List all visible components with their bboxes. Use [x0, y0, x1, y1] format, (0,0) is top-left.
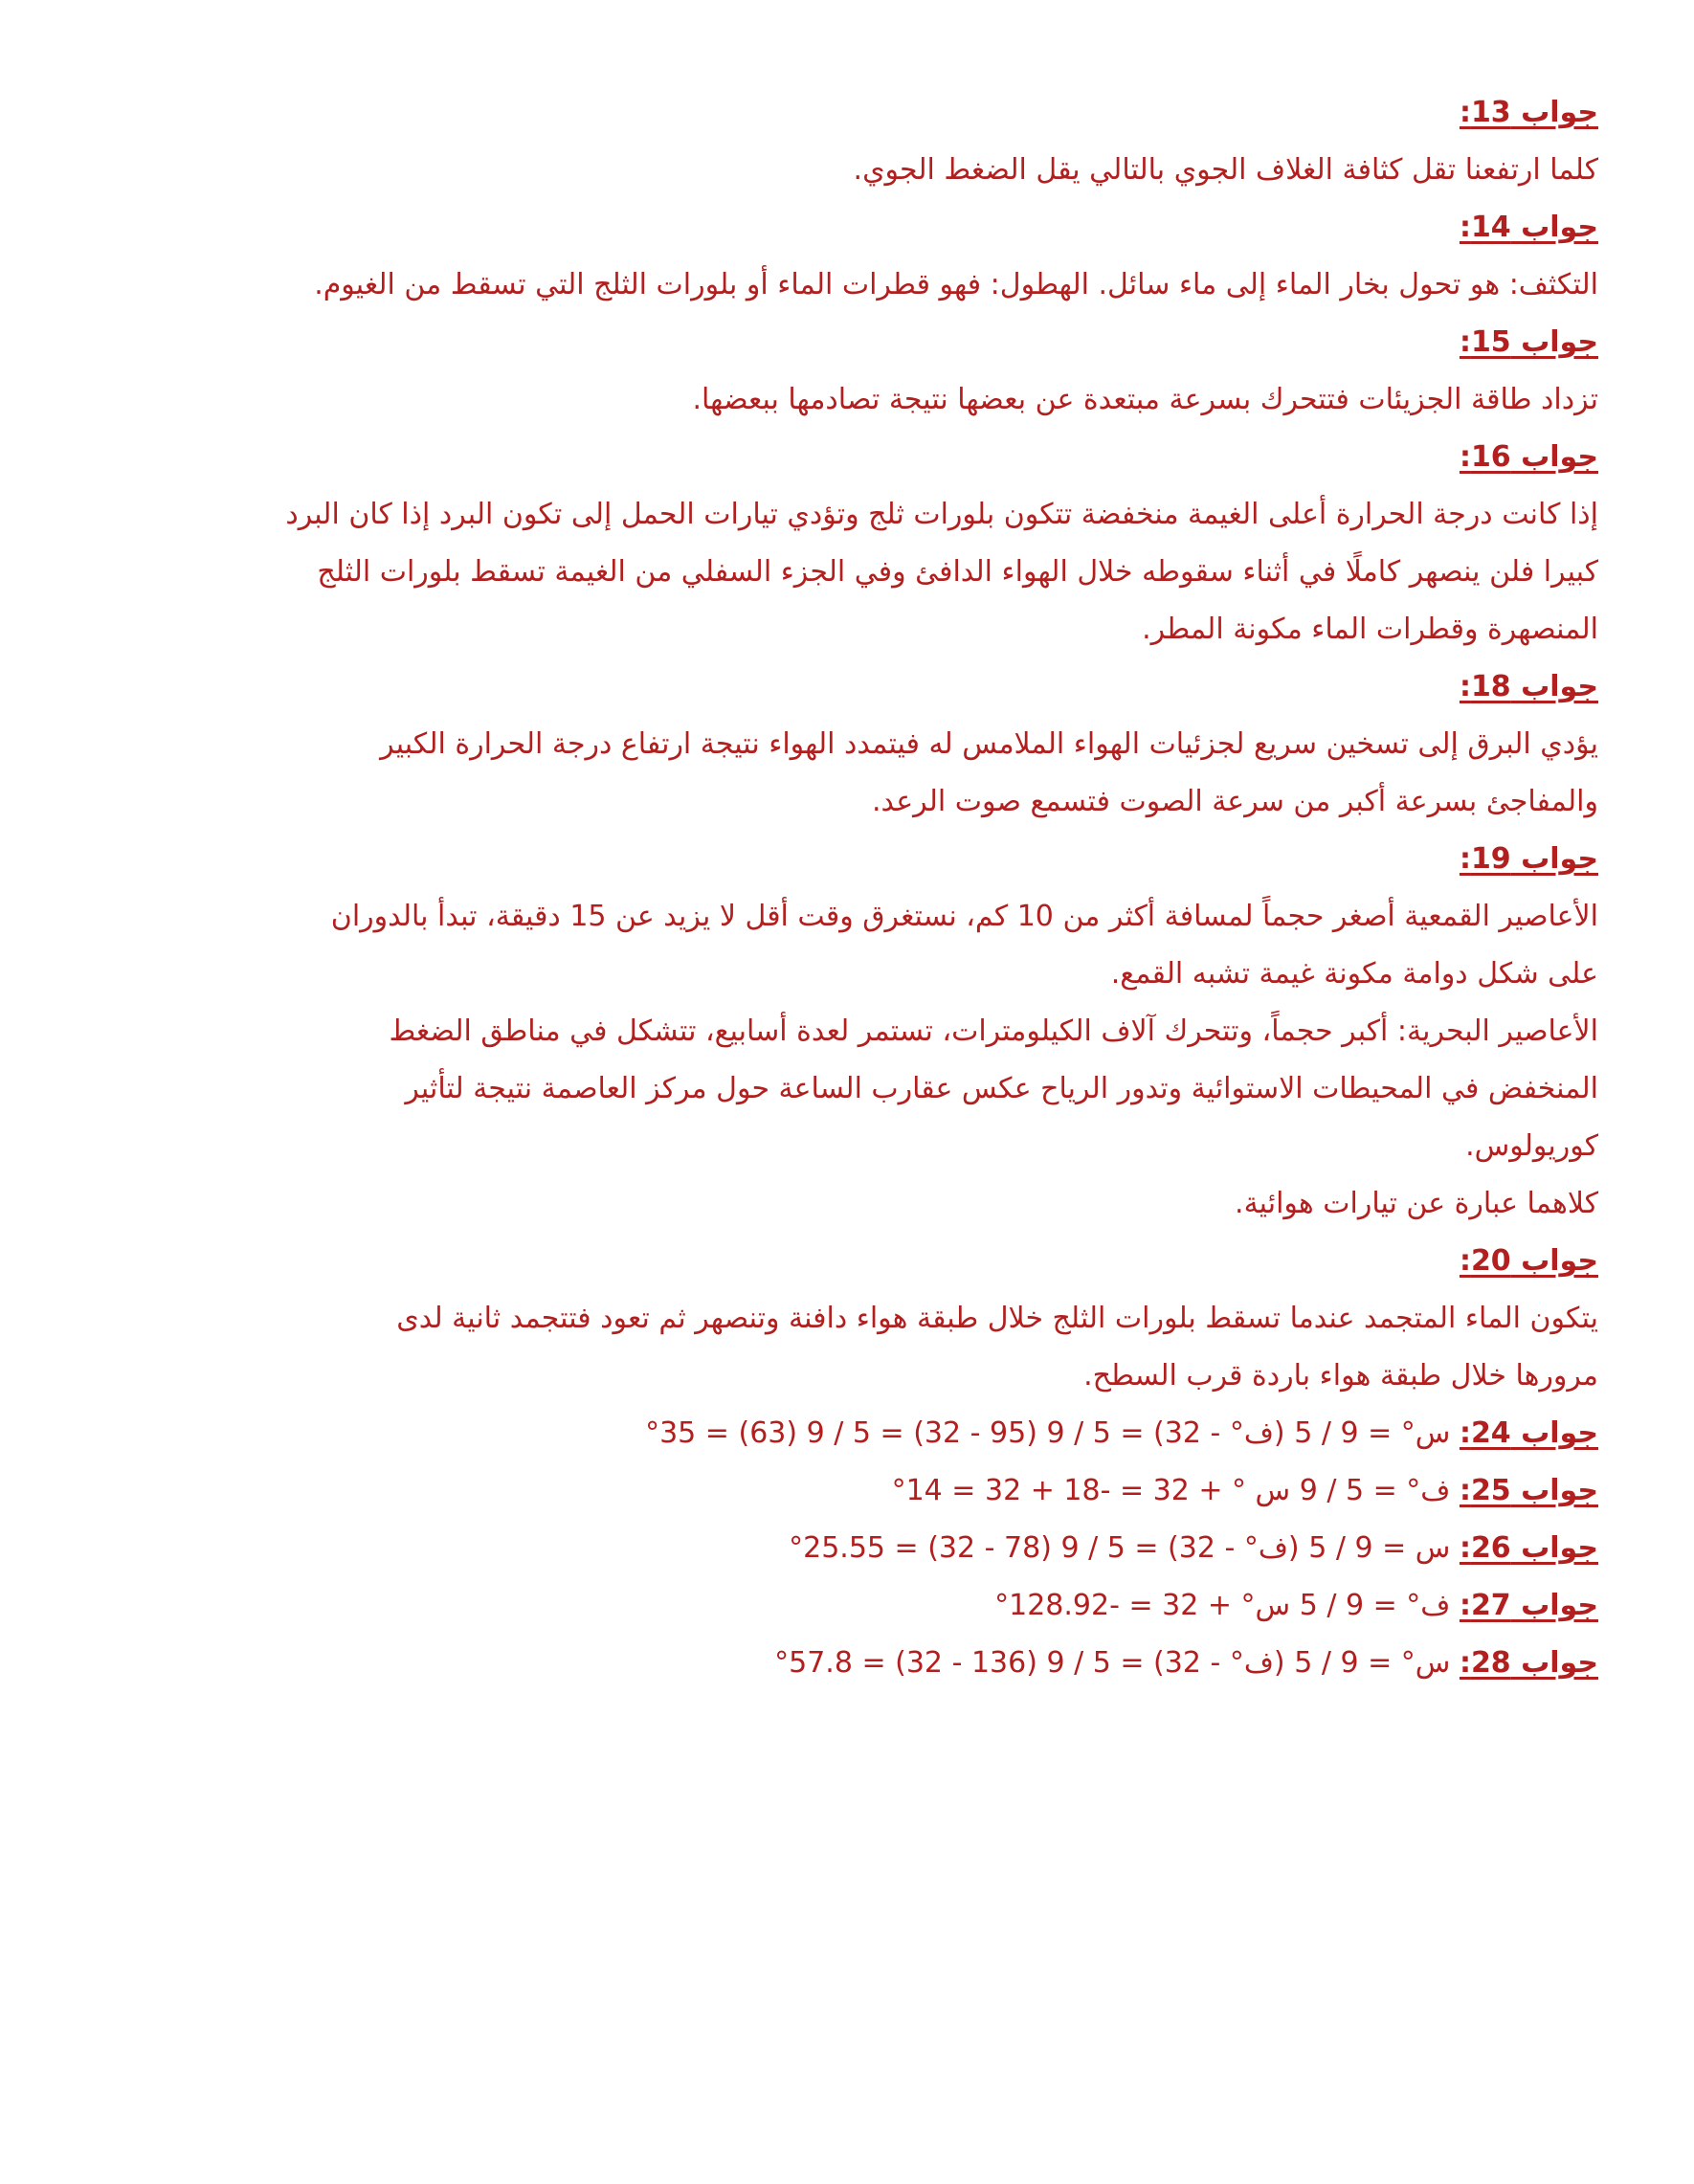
- answer-15: [105, 314, 1598, 429]
- answer-text-line: كلاهما عبارة عن تيارات هوائية.: [1235, 1187, 1598, 1220]
- answer-text-line: يتكون الماء المتجمد عندما تسقط بلورات الثلج خلال طبقة هواء دافنة وتنصهر ثم تعود فتتجمد ثانية لدى: [396, 1302, 1598, 1335]
- equation-body: س° = 9 / 5 (ف° - 32) = 5 / 9 (136 - 32) = 57.8°: [774, 1646, 1460, 1680]
- answer-text-line: إذا كانت درجة الحرارة أعلى الغيمة منخفضة تتكون بلورات ثلج وتؤدي تيارات الحمل إلى تكون البرد إذا كان البرد: [285, 498, 1598, 531]
- answer-13: [105, 84, 1598, 199]
- answer-heading: جواب 19:: [1459, 842, 1598, 876]
- equation-body: س° = 9 / 5 (ف° - 32) = 5 / 9 (95 - 32) = 5 / 9 (63) = 35°: [645, 1416, 1460, 1450]
- answer-text-line: مرورها خلال طبقة هواء باردة قرب السطح.: [1083, 1359, 1598, 1393]
- answer-text-line: الأعاصير القمعية أصغر حجماً لمسافة أكثر من 10 كم، نستغرق وقت أقل لا يزيد عن 15 دقيقة، تبدأ بالدوران: [330, 900, 1598, 933]
- answer-heading: جواب 20:: [1459, 1244, 1598, 1278]
- answer-19: [105, 831, 1598, 1233]
- answer-heading: جواب 18:: [1459, 670, 1598, 703]
- answer-text-line: يؤدي البرق إلى تسخين سريع لجزئيات الهواء الملامس له فيتمدد الهواء نتيجة ارتفاع درجة الحرارة الكبير: [380, 727, 1598, 761]
- answer-18: [105, 658, 1598, 831]
- equation-label: جواب 24:: [1459, 1416, 1598, 1450]
- equation-label: جواب 27:: [1459, 1589, 1598, 1622]
- equation-answer-26: [105, 1520, 1598, 1577]
- answer-text-line: التكثف: هو تحول بخار الماء إلى ماء سائل. الهطول: فهو قطرات الماء أو بلورات الثلج التي تسقط من الغيوم.: [314, 268, 1598, 301]
- equation-answer-25: [105, 1462, 1598, 1520]
- equation-answer-24: [105, 1405, 1598, 1462]
- answer-heading: جواب 16:: [1459, 440, 1598, 474]
- equation-body: ف° = 5 / 9 س ° + 32 = -18 + 32 = 14°: [891, 1474, 1460, 1507]
- answer-text-line: المنصهرة وقطرات الماء مكونة المطر.: [1142, 613, 1598, 646]
- answer-text-line: والمفاجئ بسرعة أكبر من سرعة الصوت فتسمع صوت الرعد.: [871, 785, 1598, 818]
- equation-body: س = 9 / 5 (ف° - 32) = 5 / 9 (78 - 32) = 25.55°: [789, 1531, 1460, 1565]
- answer-heading: جواب 13:: [1459, 96, 1598, 129]
- answer-text-line: على شكل دوامة مكونة غيمة تشبه القمع.: [1110, 957, 1598, 991]
- answer-key-page: [105, 84, 1598, 1692]
- answer-text-line: المنخفض في المحيطات الاستوائية وتدور الرياح عكس عقارب الساعة حول مركز العاصمة نتيجة لتأثير: [405, 1072, 1598, 1105]
- answer-16: [105, 429, 1598, 658]
- equation-answers: [105, 1405, 1598, 1692]
- equation-label: جواب 28:: [1459, 1646, 1598, 1680]
- answer-text-line: كبيرا فلن ينصهر كاملًا في أثناء سقوطه خلال الهواء الدافئ وفي الجزء السفلي من الغيمة تسقط بلورات الثلج: [317, 555, 1598, 589]
- answer-text-line: كوريولوس.: [1465, 1129, 1598, 1163]
- equation-label: جواب 25:: [1459, 1474, 1598, 1507]
- answer-heading: جواب 15:: [1459, 325, 1598, 359]
- answer-14: [105, 199, 1598, 314]
- answer-text-line: كلما ارتفعنا تقل كثافة الغلاف الجوي بالتالي يقل الضغط الجوي.: [853, 153, 1598, 187]
- equation-label: جواب 26:: [1459, 1531, 1598, 1565]
- equation-answer-28: [105, 1635, 1598, 1692]
- answer-text-line: تزداد طاقة الجزيئات فتتحرك بسرعة مبتعدة عن بعضها نتيجة تصادمها ببعضها.: [692, 383, 1598, 416]
- answer-heading: جواب 14:: [1459, 211, 1598, 244]
- answer-text-line: الأعاصير البحرية: أكبر حجماً، وتتحرك آلاف الكيلومترات، تستمر لعدة أسابيع، تتشكل في مناطق الضغط: [389, 1014, 1598, 1048]
- equation-answer-27: [105, 1577, 1598, 1635]
- answer-20: [105, 1233, 1598, 1405]
- equation-body: ف° = 9 / 5 س° + 32 = -128.92°: [994, 1589, 1460, 1622]
